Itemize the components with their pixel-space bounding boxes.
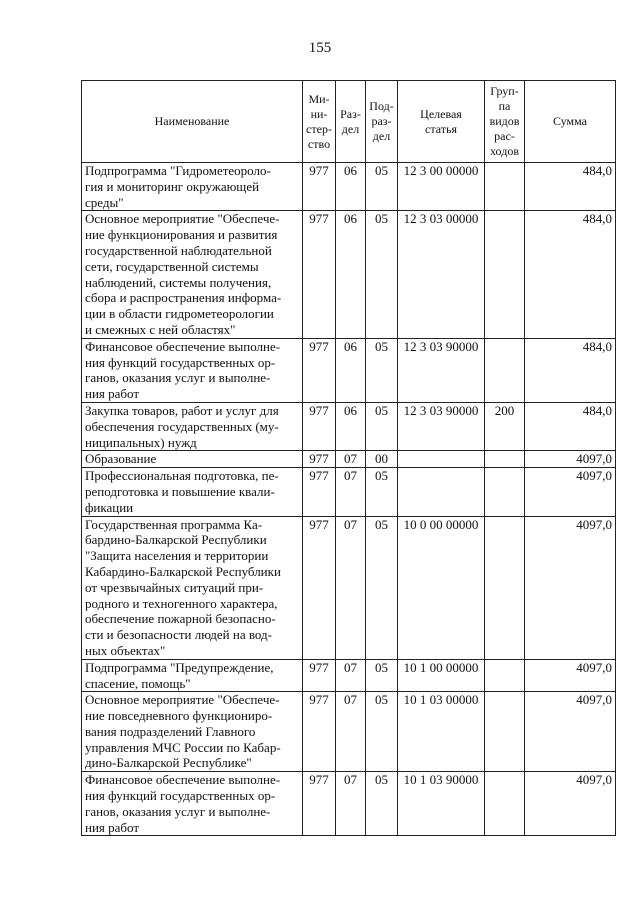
cell-sum: 4097,0 bbox=[525, 692, 616, 772]
cell-name: Профессиональная подготовка, пе- реподготовка и повышение квали- фикации bbox=[82, 468, 303, 516]
cell-section: 07 bbox=[336, 659, 366, 692]
cell-ministry: 977 bbox=[303, 692, 336, 772]
cell-sum: 484,0 bbox=[525, 163, 616, 211]
cell-target: 10 1 03 90000 bbox=[398, 772, 485, 836]
cell-subsection: 00 bbox=[366, 451, 398, 468]
header-ministry: Ми- ни- стер- ство bbox=[303, 81, 336, 163]
cell-target: 12 3 03 00000 bbox=[398, 211, 485, 338]
cell-section: 06 bbox=[336, 338, 366, 402]
cell-name: Основное мероприятие "Обеспече- ние повседневного функциониро- вания подразделений Главного управления МЧС России по Кабар- дино-Балкарской Республике" bbox=[82, 692, 303, 772]
cell-target: 10 1 00 00000 bbox=[398, 659, 485, 692]
cell-target: 10 1 03 00000 bbox=[398, 692, 485, 772]
table-row bbox=[82, 338, 616, 402]
cell-name: Подпрограмма "Гидрометеороло- гия и мониторинг окружающей среды" bbox=[82, 163, 303, 211]
cell-subsection: 05 bbox=[366, 468, 398, 516]
cell-name: Образование bbox=[82, 451, 303, 468]
cell-expense-group bbox=[485, 659, 525, 692]
cell-sum: 4097,0 bbox=[525, 516, 616, 659]
cell-target bbox=[398, 451, 485, 468]
table-row bbox=[82, 692, 616, 772]
cell-sum: 4097,0 bbox=[525, 468, 616, 516]
cell-ministry: 977 bbox=[303, 659, 336, 692]
page-number: 155 bbox=[308, 40, 332, 56]
table-row bbox=[82, 468, 616, 516]
cell-target: 12 3 03 90000 bbox=[398, 402, 485, 450]
cell-subsection: 05 bbox=[366, 516, 398, 659]
cell-sum: 484,0 bbox=[525, 338, 616, 402]
cell-name: Финансовое обеспечение выполне- ния функций государственных ор- ганов, оказания услуг и выполне- ния работ bbox=[82, 772, 303, 836]
cell-expense-group bbox=[485, 468, 525, 516]
cell-ministry: 977 bbox=[303, 402, 336, 450]
header-section: Раз- дел bbox=[336, 81, 366, 163]
cell-sum: 4097,0 bbox=[525, 772, 616, 836]
cell-name: Финансовое обеспечение выполне- ния функций государственных ор- ганов, оказания услуг и выполне- ния работ bbox=[82, 338, 303, 402]
header-expense-group: Груп- па видов рас- ходов bbox=[485, 81, 525, 163]
cell-expense-group bbox=[485, 516, 525, 659]
table-row bbox=[82, 516, 616, 659]
table-row bbox=[82, 163, 616, 211]
cell-sum: 4097,0 bbox=[525, 659, 616, 692]
cell-name: Основное мероприятие "Обеспече- ние функционирования и развития государственной наблюдательной сети, государственной системы наблюдений, системы получения, сбора и распространения информа- ции в области гидрометеорологии и смежных с ней областях" bbox=[82, 211, 303, 338]
table-row bbox=[82, 659, 616, 692]
header-name: Наименование bbox=[82, 81, 303, 163]
cell-subsection: 05 bbox=[366, 402, 398, 450]
table-row bbox=[82, 772, 616, 836]
cell-expense-group bbox=[485, 338, 525, 402]
cell-subsection: 05 bbox=[366, 659, 398, 692]
cell-section: 07 bbox=[336, 516, 366, 659]
cell-target bbox=[398, 468, 485, 516]
cell-section: 06 bbox=[336, 211, 366, 338]
cell-sum: 4097,0 bbox=[525, 451, 616, 468]
table-row bbox=[82, 402, 616, 450]
cell-ministry: 977 bbox=[303, 516, 336, 659]
cell-name: Подпрограмма "Предупреждение, спасение, помощь" bbox=[82, 659, 303, 692]
cell-name: Закупка товаров, работ и услуг для обеспечения государственных (му- ниципальных) нужд bbox=[82, 402, 303, 450]
table-row bbox=[82, 451, 616, 468]
cell-expense-group bbox=[485, 772, 525, 836]
table-header-row bbox=[82, 81, 616, 163]
cell-ministry: 977 bbox=[303, 211, 336, 338]
cell-section: 07 bbox=[336, 468, 366, 516]
header-subsection: Под- раз- дел bbox=[366, 81, 398, 163]
cell-sum: 484,0 bbox=[525, 402, 616, 450]
table-row bbox=[82, 211, 616, 338]
cell-section: 07 bbox=[336, 772, 366, 836]
cell-subsection: 05 bbox=[366, 338, 398, 402]
table-body bbox=[82, 163, 616, 836]
cell-expense-group bbox=[485, 163, 525, 211]
cell-ministry: 977 bbox=[303, 451, 336, 468]
header-target: Целевая статья bbox=[398, 81, 485, 163]
cell-expense-group bbox=[485, 692, 525, 772]
cell-expense-group: 200 bbox=[485, 402, 525, 450]
cell-target: 12 3 03 90000 bbox=[398, 338, 485, 402]
cell-subsection: 05 bbox=[366, 692, 398, 772]
cell-ministry: 977 bbox=[303, 772, 336, 836]
cell-section: 07 bbox=[336, 692, 366, 772]
budget-table bbox=[81, 80, 616, 836]
cell-subsection: 05 bbox=[366, 211, 398, 338]
cell-ministry: 977 bbox=[303, 468, 336, 516]
cell-sum: 484,0 bbox=[525, 211, 616, 338]
cell-target: 12 3 00 00000 bbox=[398, 163, 485, 211]
cell-ministry: 977 bbox=[303, 163, 336, 211]
cell-subsection: 05 bbox=[366, 163, 398, 211]
cell-expense-group bbox=[485, 211, 525, 338]
header-sum: Сумма bbox=[525, 81, 616, 163]
cell-ministry: 977 bbox=[303, 338, 336, 402]
cell-section: 06 bbox=[336, 163, 366, 211]
cell-subsection: 05 bbox=[366, 772, 398, 836]
cell-target: 10 0 00 00000 bbox=[398, 516, 485, 659]
cell-name: Государственная программа Ка- бардино-Балкарской Республики "Защита населения и территории Кабардино-Балкарской Республики от чрезвычайных ситуаций при- родного и техногенного характера, обеспечение пожарной безопасно- сти и безопасности людей на вод- ных объектах" bbox=[82, 516, 303, 659]
cell-section: 06 bbox=[336, 402, 366, 450]
cell-expense-group bbox=[485, 451, 525, 468]
cell-section: 07 bbox=[336, 451, 366, 468]
